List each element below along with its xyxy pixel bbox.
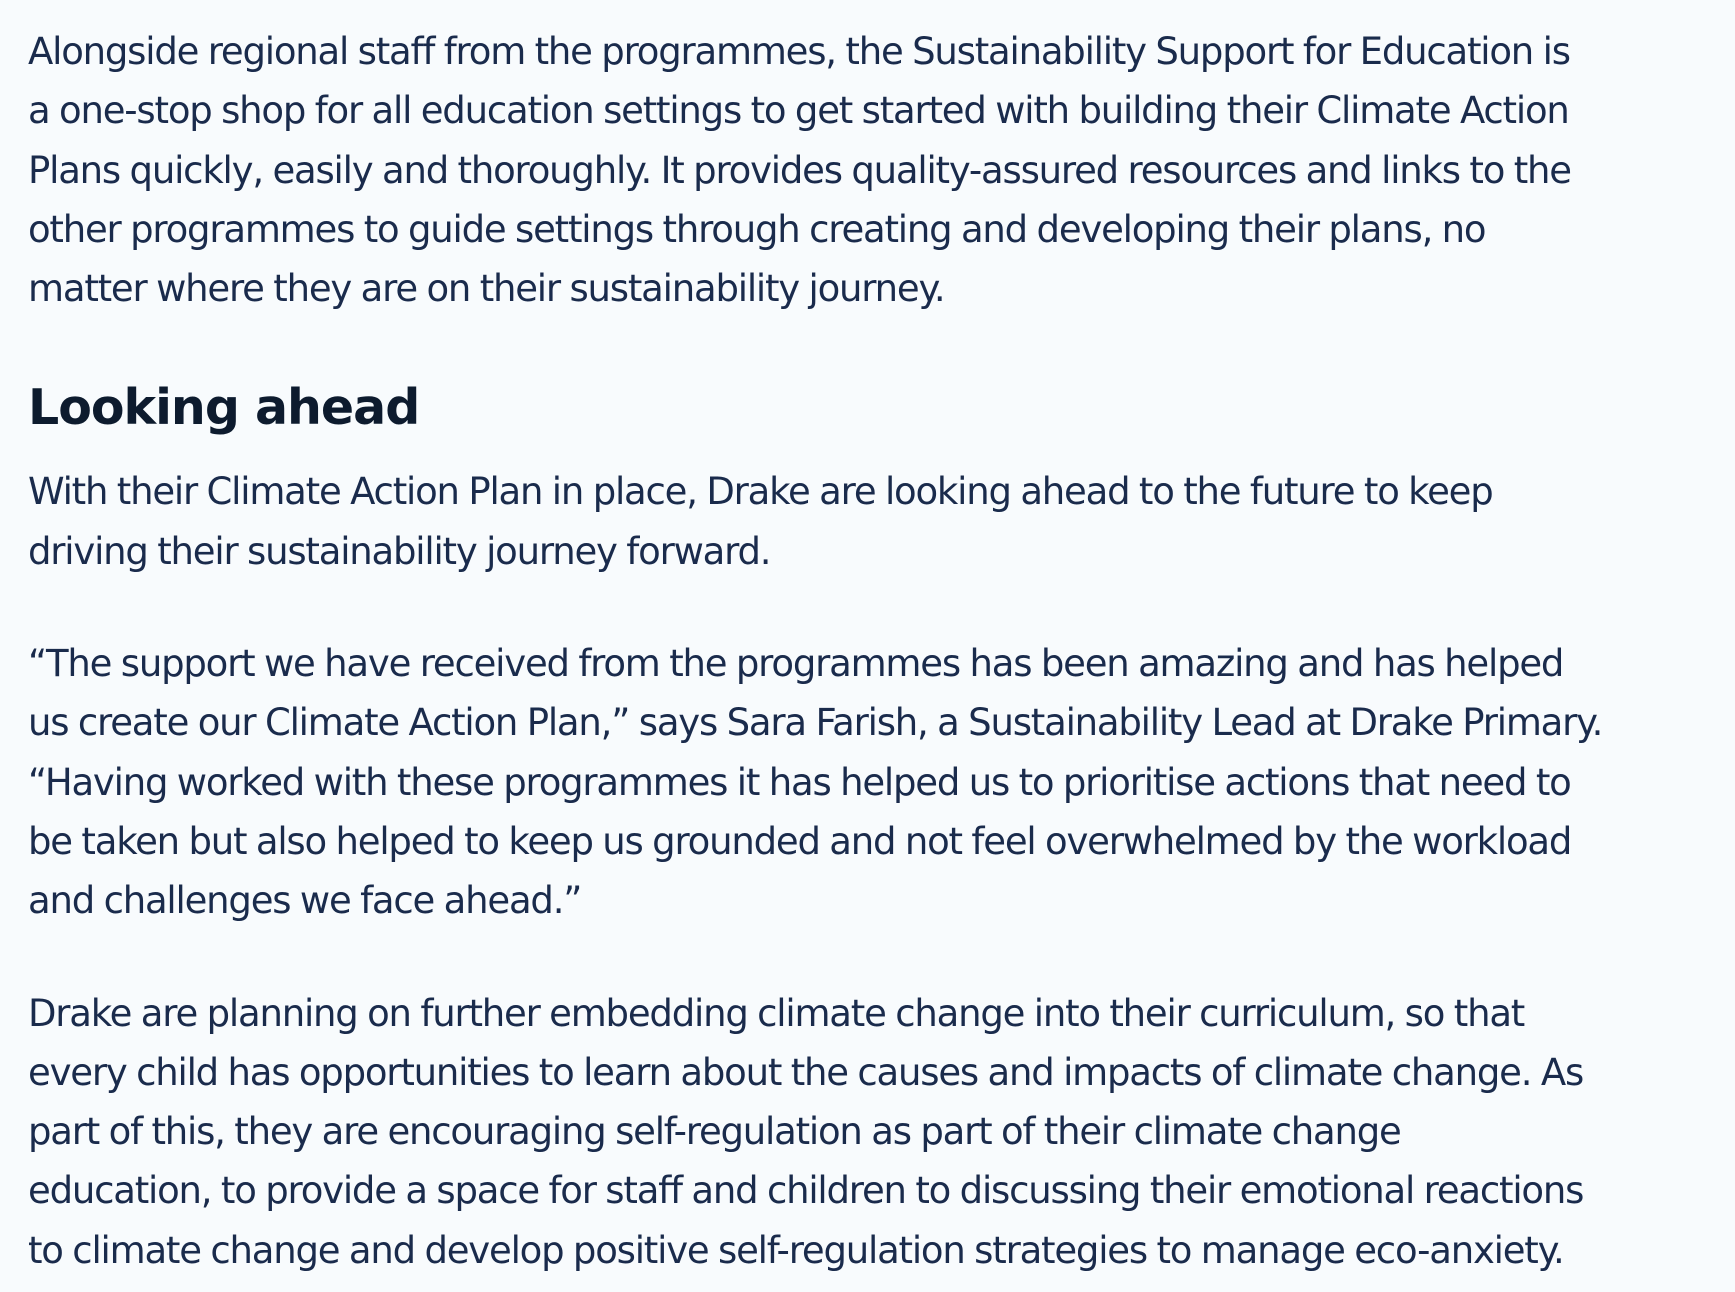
intro-paragraph — [28, 22, 1718, 318]
text-line: every child has opportunities to learn about the causes and impacts of climate change. As — [28, 1050, 1584, 1094]
text-line: driving their sustainability journey forward. — [28, 529, 771, 573]
text-line: be taken but also helped to keep us grounded and not feel overwhelmed by the workload — [28, 819, 1572, 863]
text-line: Plans quickly, easily and thoroughly. It provides quality-assured resources and links to the — [28, 148, 1571, 192]
text-line: a one-stop shop for all education settings to get started with building their Climate Action — [28, 89, 1569, 133]
article-body — [28, 22, 1718, 1280]
text-line: us create our Climate Action Plan,” says Sara Farish, a Sustainability Lead at Drake Primary. — [28, 701, 1603, 745]
text-line: and challenges we face ahead.” — [28, 879, 582, 923]
quote-paragraph — [28, 634, 1718, 930]
looking-ahead-paragraph — [28, 462, 1718, 581]
text-line: With their Climate Action Plan in place, Drake are looking ahead to the future to keep — [28, 470, 1493, 514]
text-line: Drake are planning on further embedding climate change into their curriculum, so that — [28, 991, 1525, 1035]
text-line: part of this, they are encouraging self-regulation as part of their climate change — [28, 1110, 1401, 1154]
section-heading: Looking ahead — [28, 379, 420, 437]
text-line: Alongside regional staff from the programmes, the Sustainability Support for Education is — [28, 30, 1570, 73]
text-line: education, to provide a space for staff and children to discussing their emotional reactions — [28, 1169, 1584, 1213]
text-line: other programmes to guide settings through creating and developing their plans, no — [28, 207, 1486, 251]
text-line: matter where they are on their sustainability journey. — [28, 267, 945, 311]
text-line: “The support we have received from the programmes has been amazing and has helped — [28, 642, 1564, 686]
curriculum-paragraph — [28, 984, 1718, 1280]
text-line: “Having worked with these programmes it has helped us to prioritise actions that need to — [28, 760, 1571, 804]
text-line: to climate change and develop positive self-regulation strategies to manage eco-anxiety. — [28, 1228, 1564, 1272]
